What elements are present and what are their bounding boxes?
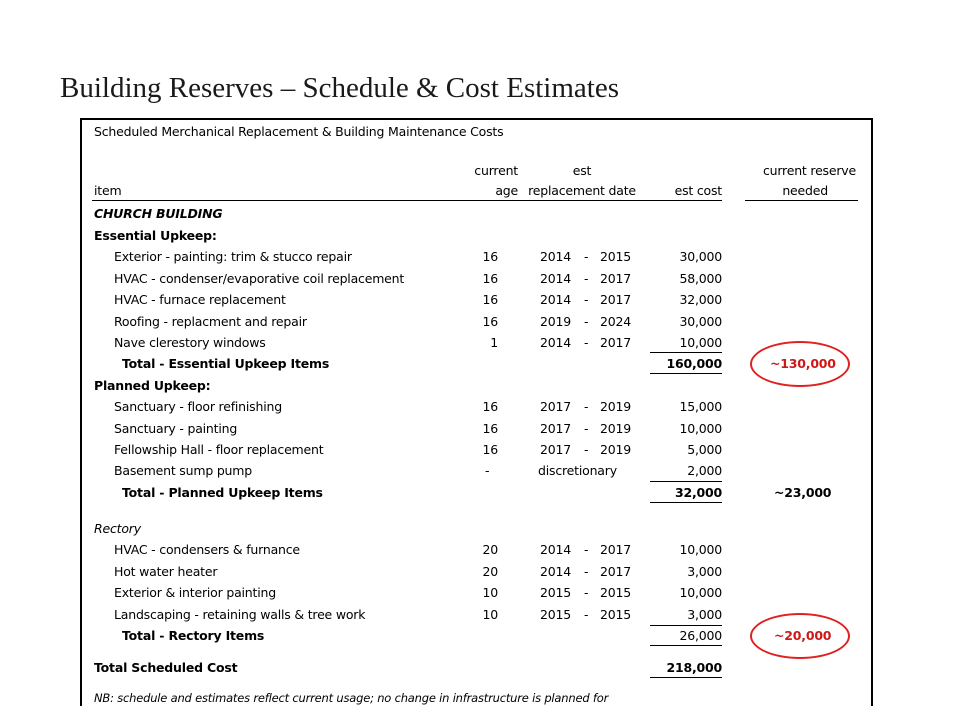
- row-cost: 3,000: [687, 606, 722, 622]
- row-cost: 10,000: [679, 335, 722, 350]
- row-age: 16: [482, 270, 498, 286]
- row-end-year: 2019: [600, 442, 632, 457]
- col-reserve-bottom: needed: [782, 183, 828, 198]
- row-age: 1: [490, 335, 498, 350]
- rectory-reserve-value: ~20,000: [774, 628, 832, 643]
- header-underline: [92, 200, 722, 201]
- row-item: HVAC - condensers & furnance: [114, 542, 300, 557]
- row-age: 10: [482, 585, 498, 600]
- row-dash: -: [584, 270, 589, 286]
- row-end-year: 2017: [600, 270, 632, 286]
- essential-total-rule: [650, 352, 722, 353]
- row-end-year: 2019: [600, 399, 632, 414]
- row-age: 16: [482, 442, 498, 457]
- rectory-total-label: Total - Rectory Items: [122, 628, 265, 643]
- col-cost: est cost: [674, 183, 722, 198]
- row-start-year: 2015: [540, 606, 572, 622]
- col-date-top: est: [572, 163, 592, 178]
- footnote: NB: schedule and estimates reflect current usage; no change in infrastructure is planned for: [94, 691, 609, 705]
- row-age: 16: [482, 292, 498, 307]
- row-item: Roofing - replacment and repair: [114, 313, 307, 329]
- rectory-total-underline: [650, 645, 722, 646]
- row-start-year: 2014: [540, 563, 572, 579]
- row-item: HVAC - furnace replacement: [114, 292, 286, 307]
- row-item: Nave clerestory windows: [114, 335, 266, 350]
- row-cost: 2,000: [687, 463, 722, 478]
- row-age: -: [485, 463, 490, 478]
- row-item: Landscaping - retaining walls & tree work: [114, 606, 366, 622]
- row-start-year: 2014: [540, 542, 572, 557]
- reserve-header-underline: [745, 200, 858, 201]
- row-start-year: 2014: [540, 335, 572, 350]
- row-item: Exterior & interior painting: [114, 585, 276, 600]
- planned-total-label: Total - Planned Upkeep Items: [122, 485, 323, 500]
- row-item: Hot water heater: [114, 563, 218, 579]
- row-item: Exterior - painting: trim & stucco repair: [114, 249, 352, 264]
- row-end-year: 2017: [600, 335, 632, 350]
- grand-total-value: 218,000: [666, 660, 722, 675]
- row-start-year: 2017: [540, 399, 572, 414]
- row-item: Sanctuary - floor refinishing: [114, 399, 282, 414]
- essential-total-label: Total - Essential Upkeep Items: [122, 356, 330, 371]
- planned-total-rule: [650, 481, 722, 482]
- row-end-year: 2017: [600, 292, 632, 307]
- grand-total-underline: [650, 677, 722, 678]
- row-start-year: 2017: [540, 420, 572, 436]
- row-age: 16: [482, 420, 498, 436]
- essential-total-underline: [650, 373, 722, 374]
- row-start-year: 2019: [540, 313, 572, 329]
- row-start-year: 2017: [540, 442, 572, 457]
- row-cost: 10,000: [679, 585, 722, 600]
- cost-spreadsheet: [80, 118, 873, 706]
- row-end-year: 2015: [600, 585, 632, 600]
- section-essential-upkeep: Essential Upkeep:: [94, 228, 217, 243]
- row-item: Fellowship Hall - floor replacement: [114, 442, 324, 457]
- col-date-bottom: replacement date: [528, 183, 636, 198]
- row-cost: 15,000: [679, 399, 722, 414]
- row-start-year: 2014: [540, 249, 572, 264]
- row-dash: -: [584, 420, 589, 436]
- row-age: 16: [482, 249, 498, 264]
- row-dash: -: [584, 335, 589, 350]
- row-dash: -: [584, 292, 589, 307]
- essential-reserve-value: ~130,000: [770, 356, 836, 371]
- row-dash: -: [584, 313, 589, 329]
- row-age: 16: [482, 313, 498, 329]
- row-end-year: 2015: [600, 606, 632, 622]
- row-dash: -: [584, 606, 589, 622]
- section-rectory: Rectory: [94, 521, 141, 536]
- rectory-total-value: 26,000: [679, 628, 722, 643]
- section-church-building: CHURCH BUILDING: [94, 206, 223, 221]
- col-reserve-top: current reserve: [762, 163, 856, 178]
- row-dash: -: [584, 585, 589, 600]
- row-cost: 10,000: [679, 420, 722, 436]
- row-cost: 32,000: [679, 292, 722, 307]
- row-end-year: 2015: [600, 249, 632, 264]
- grand-total-label: Total Scheduled Cost: [94, 660, 238, 675]
- row-end-year: 2019: [600, 420, 632, 436]
- row-end-year: 2024: [600, 313, 632, 329]
- row-end-year: 2017: [600, 542, 632, 557]
- row-age: 16: [482, 399, 498, 414]
- row-cost: 10,000: [679, 542, 722, 557]
- row-age: 20: [482, 542, 498, 557]
- col-age-top: current: [474, 163, 518, 178]
- slide-title: Building Reserves – Schedule & Cost Estimates: [60, 72, 620, 104]
- rectory-reserve-highlight: [750, 613, 850, 659]
- essential-reserve-highlight: [750, 341, 850, 387]
- essential-total-value: 160,000: [666, 356, 722, 371]
- rectory-total-rule: [650, 625, 722, 626]
- section-planned-upkeep: Planned Upkeep:: [94, 378, 211, 393]
- planned-reserve-value: ~23,000: [774, 485, 832, 500]
- row-dash: -: [584, 542, 589, 557]
- row-cost: 3,000: [687, 563, 722, 579]
- row-cost: 58,000: [679, 270, 722, 286]
- row-item: HVAC - condenser/evaporative coil replacement: [114, 270, 405, 286]
- row-cost: 30,000: [679, 313, 722, 329]
- row-item: Basement sump pump: [114, 463, 252, 478]
- row-dash: -: [584, 399, 589, 414]
- planned-total-underline: [650, 502, 722, 503]
- planned-total-value: 32,000: [674, 485, 722, 500]
- col-age-bottom: age: [495, 183, 518, 198]
- row-dash: -: [584, 563, 589, 579]
- row-age: 10: [482, 606, 498, 622]
- row-dash: -: [584, 249, 589, 264]
- row-dash: -: [584, 442, 589, 457]
- row-start-year: 2014: [540, 292, 572, 307]
- row-item: Sanctuary - painting: [114, 420, 238, 436]
- row-start-year: 2014: [540, 270, 572, 286]
- row-end-year: 2017: [600, 563, 632, 579]
- row-cost: 30,000: [679, 249, 722, 264]
- sheet-heading: Scheduled Merchanical Replacement & Building Maintenance Costs: [94, 124, 504, 139]
- row-discretionary: discretionary: [538, 463, 617, 478]
- row-start-year: 2015: [540, 585, 572, 600]
- row-age: 20: [482, 563, 498, 579]
- row-cost: 5,000: [687, 442, 722, 457]
- col-item: item: [94, 183, 122, 198]
